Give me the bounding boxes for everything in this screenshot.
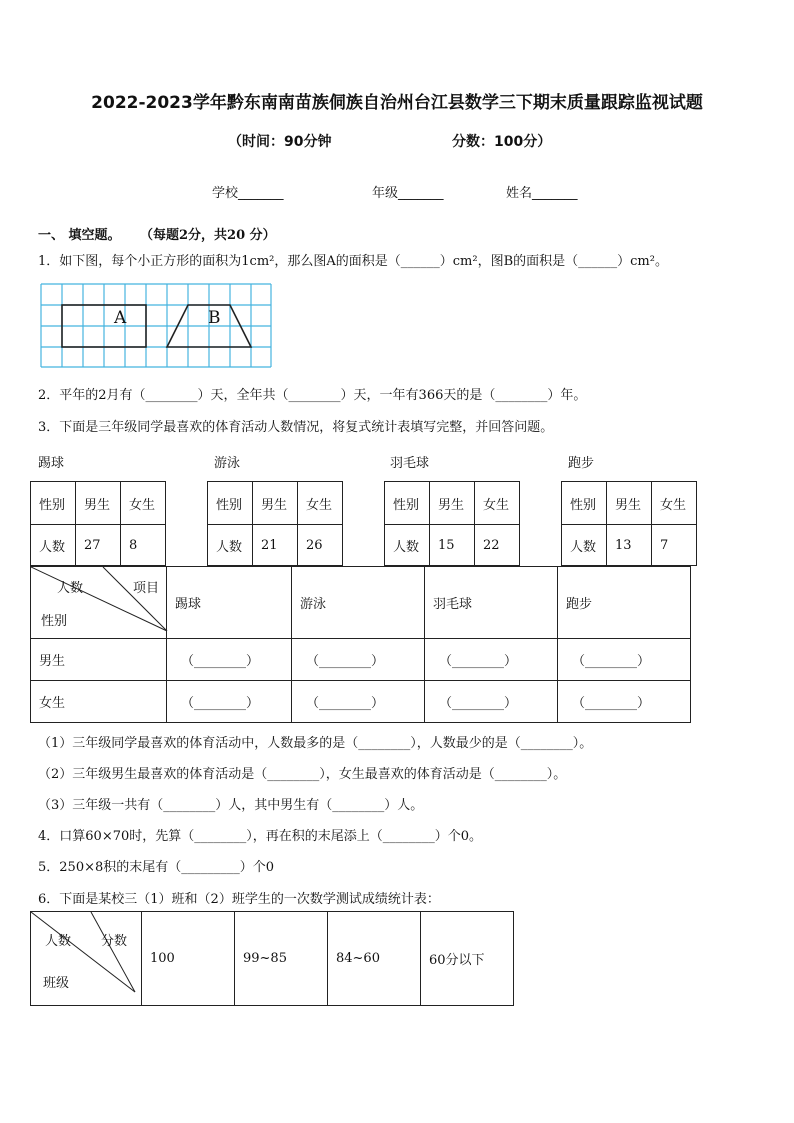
header-gender: 性别 bbox=[208, 482, 253, 525]
value-girls: 26 bbox=[298, 525, 343, 566]
answer-blank[interactable]: （________） bbox=[292, 639, 425, 681]
header-boys: 男生 bbox=[430, 482, 475, 525]
header-boys: 男生 bbox=[607, 482, 652, 525]
table-caption-football: 踢球 bbox=[38, 456, 65, 471]
question-5: 5．250×8积的末尾有（_________）个0 bbox=[38, 860, 275, 875]
header-gender: 性别 bbox=[31, 482, 76, 525]
value-girls: 22 bbox=[475, 525, 520, 566]
question-3-sub-1: （1）三年级同学最喜欢的体育活动中，人数最多的是（________），人数最少的是（________）。 bbox=[38, 736, 593, 751]
question-2: 2．平年的2月有（________）天，全年共（________）天，一年有366天的是（________）年。 bbox=[38, 388, 587, 403]
value-boys: 15 bbox=[430, 525, 475, 566]
exam-score: 分数：100分） bbox=[452, 134, 552, 150]
question-3-sub-2: （2）三年级男生最喜欢的体育活动是（________），女生最喜欢的体育活动是（________）。 bbox=[38, 767, 567, 782]
row-label-count: 人数 bbox=[31, 525, 76, 566]
page-title: 2022-2023学年黔东南南苗族侗族自治州台江县数学三下期末质量跟踪监视试题 bbox=[91, 93, 703, 113]
corner-label-count: 人数 bbox=[45, 934, 72, 949]
answer-blank[interactable]: （________） bbox=[167, 639, 292, 681]
small-table-swimming bbox=[207, 481, 343, 566]
answer-blank[interactable]: （________） bbox=[425, 681, 558, 723]
corner-cell bbox=[31, 567, 167, 639]
grid-lines bbox=[41, 284, 271, 367]
question-3-sub-3: （3）三年级一共有（________）人，其中男生有（________）人。 bbox=[38, 798, 424, 813]
score-table bbox=[30, 911, 514, 1006]
name-field: 姓名_______ bbox=[506, 186, 578, 201]
header-gender: 性别 bbox=[385, 482, 430, 525]
answer-blank[interactable]: （________） bbox=[425, 639, 558, 681]
answer-blank[interactable]: （________） bbox=[167, 681, 292, 723]
row-label-count: 人数 bbox=[385, 525, 430, 566]
shape-a-label: A bbox=[114, 308, 127, 328]
row-label-count: 人数 bbox=[208, 525, 253, 566]
shape-b-label: B bbox=[208, 308, 221, 328]
compound-table bbox=[30, 566, 691, 723]
grid-figure bbox=[40, 283, 272, 369]
header-girls: 女生 bbox=[121, 482, 166, 525]
exam-time: （时间：90分钟 bbox=[228, 134, 332, 150]
corner-label-gender: 性别 bbox=[41, 614, 68, 629]
grade-field: 年级_______ bbox=[372, 186, 444, 201]
value-girls: 8 bbox=[121, 525, 166, 566]
column-header: 84~60 bbox=[328, 912, 421, 1006]
answer-blank[interactable]: （________） bbox=[292, 681, 425, 723]
corner-label-count: 人数 bbox=[57, 581, 84, 596]
value-boys: 27 bbox=[76, 525, 121, 566]
question-3: 3．下面是三年级同学最喜欢的体育活动人数情况，将复式统计表填写完整，并回答问题。 bbox=[38, 420, 554, 435]
header-boys: 男生 bbox=[253, 482, 298, 525]
question-6: 6．下面是某校三（1）班和（2）班学生的一次数学测试成绩统计表： bbox=[38, 892, 440, 907]
school-field: 学校_______ bbox=[212, 186, 284, 201]
row-label-boys: 男生 bbox=[31, 639, 167, 681]
header-girls: 女生 bbox=[298, 482, 343, 525]
header-girls: 女生 bbox=[652, 482, 697, 525]
table-caption-swimming: 游泳 bbox=[214, 456, 241, 471]
column-header: 踢球 bbox=[167, 567, 292, 639]
small-table-badminton bbox=[384, 481, 520, 566]
section-note: （每题2分，共20 分） bbox=[140, 228, 276, 243]
value-girls: 7 bbox=[652, 525, 697, 566]
column-header: 游泳 bbox=[292, 567, 425, 639]
table-caption-running: 跑步 bbox=[568, 456, 595, 471]
header-girls: 女生 bbox=[475, 482, 520, 525]
table-caption-badminton: 羽毛球 bbox=[390, 456, 430, 471]
header-boys: 男生 bbox=[76, 482, 121, 525]
header-gender: 性别 bbox=[562, 482, 607, 525]
row-label-girls: 女生 bbox=[31, 681, 167, 723]
value-boys: 13 bbox=[607, 525, 652, 566]
small-table-running bbox=[561, 481, 697, 566]
column-header: 60分以下 bbox=[421, 912, 514, 1006]
corner-label-item: 项目 bbox=[133, 581, 160, 596]
column-header: 99~85 bbox=[235, 912, 328, 1006]
question-1: 1．如下图，每个小正方形的面积为1cm²，那么图A的面积是（______）cm²，图B的面积是（______）cm²。 bbox=[38, 254, 668, 269]
question-4: 4．口算60×70时，先算（________），再在积的末尾添上（________）个0。 bbox=[38, 829, 483, 844]
column-header: 羽毛球 bbox=[425, 567, 558, 639]
answer-blank[interactable]: （________） bbox=[558, 639, 691, 681]
row-label-count: 人数 bbox=[562, 525, 607, 566]
column-header: 100 bbox=[142, 912, 235, 1006]
value-boys: 21 bbox=[253, 525, 298, 566]
corner-diagonals bbox=[31, 912, 141, 1006]
section-heading: 一、 填空题。 bbox=[38, 228, 121, 243]
corner-label-class: 班级 bbox=[43, 976, 70, 991]
small-table-football bbox=[30, 481, 166, 566]
corner-label-score: 分数 bbox=[101, 934, 128, 949]
answer-blank[interactable]: （________） bbox=[558, 681, 691, 723]
column-header: 跑步 bbox=[558, 567, 691, 639]
corner-cell bbox=[31, 912, 142, 1006]
